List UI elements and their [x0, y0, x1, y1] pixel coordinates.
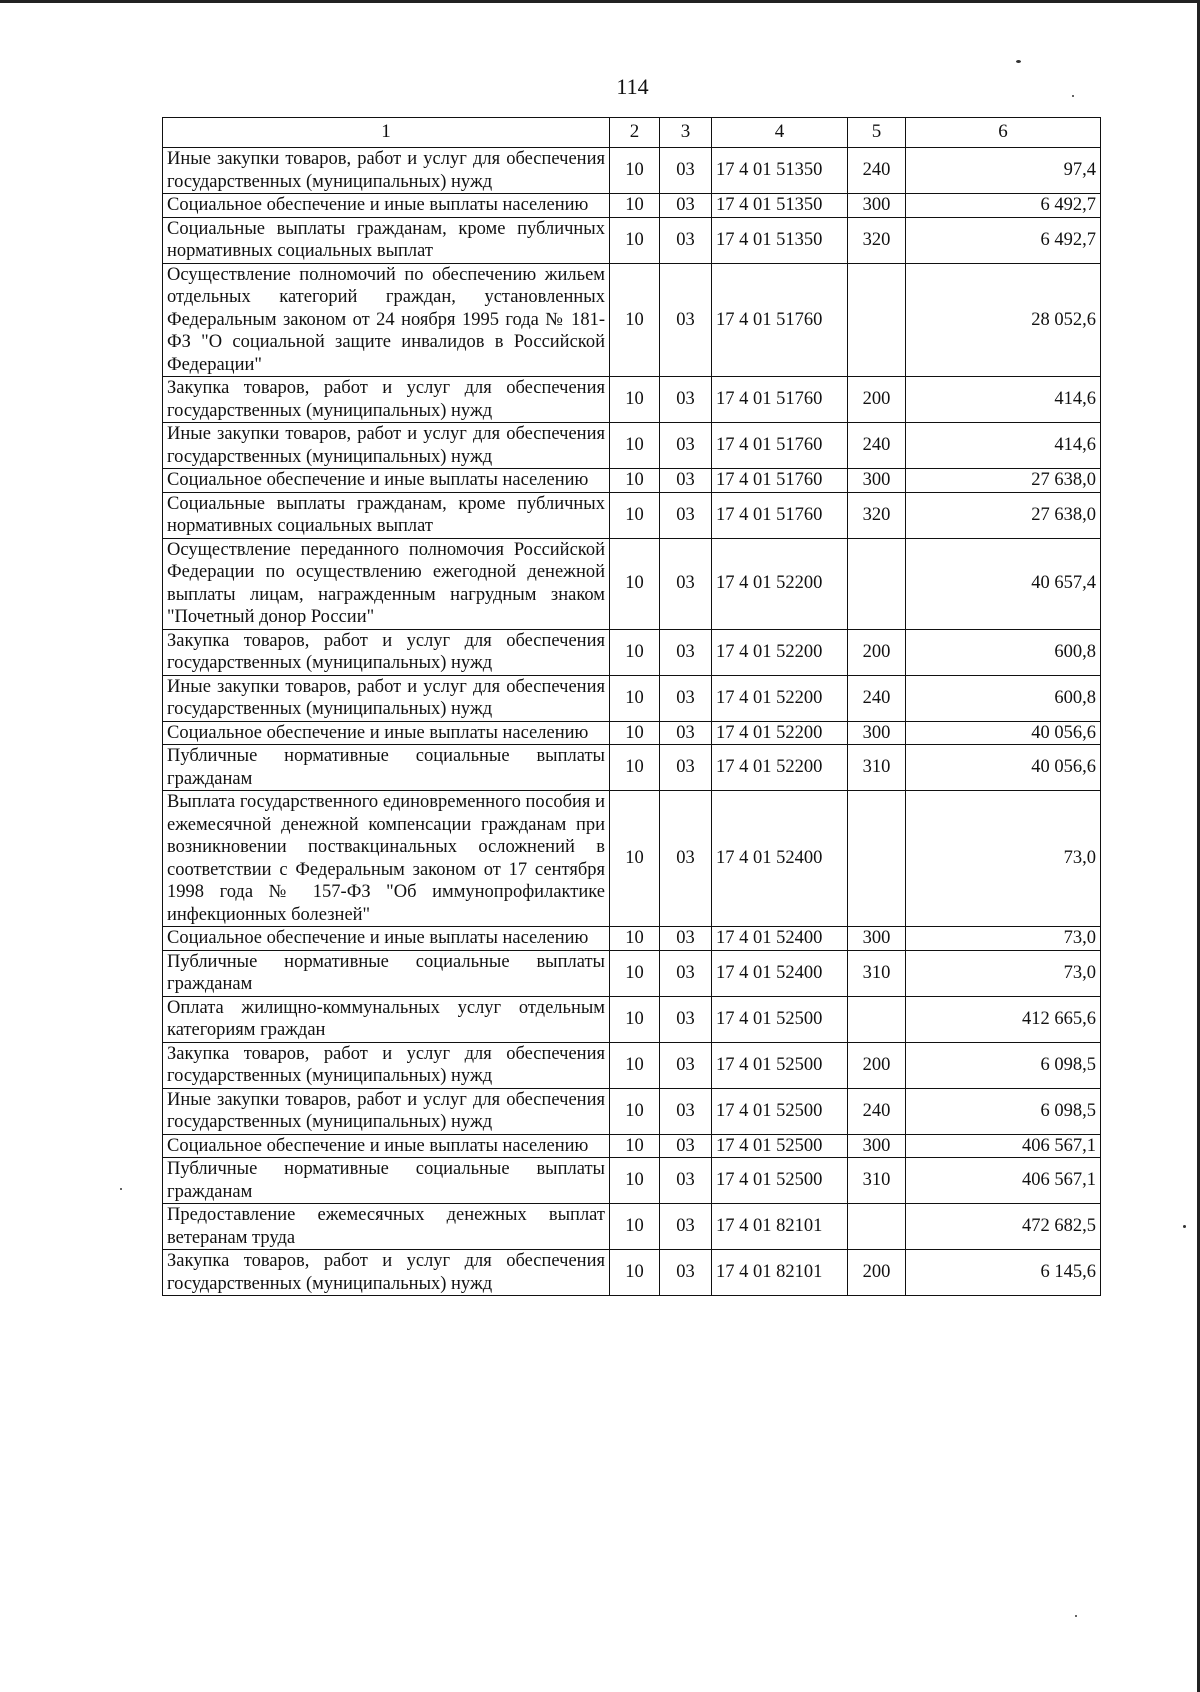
expense-type-code: 200: [848, 1042, 906, 1088]
target-article-code: 17 4 01 52400: [712, 950, 848, 996]
expense-type-code: 310: [848, 1158, 906, 1204]
scan-speck: [120, 1188, 122, 1190]
section-code: 10: [610, 1088, 660, 1134]
subsection-code: 03: [660, 1158, 712, 1204]
scan-speck: [1016, 60, 1021, 63]
section-code: 10: [610, 950, 660, 996]
target-article-code: 17 4 01 51760: [712, 469, 848, 493]
budget-table: [162, 117, 1101, 1296]
item-name: Осуществление переданного полномочия Российской Федерации по осуществлению ежегодной денежной выплаты лицам, награжденным нагрудным знаком "Почетный донор России": [163, 538, 610, 629]
target-article-code: 17 4 01 52200: [712, 538, 848, 629]
amount-value: 97,4: [906, 148, 1101, 194]
target-article-code: 17 4 01 52200: [712, 721, 848, 745]
subsection-code: 03: [660, 194, 712, 218]
amount-value: 6 098,5: [906, 1088, 1101, 1134]
table-row: [163, 745, 1101, 791]
expense-type-code: 200: [848, 1250, 906, 1296]
item-name: Оплата жилищно-коммунальных услуг отдельным категориям граждан: [163, 996, 610, 1042]
target-article-code: 17 4 01 52500: [712, 1134, 848, 1158]
item-name: Социальное обеспечение и иные выплаты населению: [163, 721, 610, 745]
target-article-code: 17 4 01 51350: [712, 217, 848, 263]
section-code: 10: [610, 1250, 660, 1296]
item-name: Публичные нормативные социальные выплаты гражданам: [163, 950, 610, 996]
section-code: 10: [610, 1158, 660, 1204]
section-code: 10: [610, 1134, 660, 1158]
table-row: [163, 1088, 1101, 1134]
amount-value: 73,0: [906, 927, 1101, 951]
target-article-code: 17 4 01 52200: [712, 629, 848, 675]
item-name: Социальное обеспечение и иные выплаты населению: [163, 1134, 610, 1158]
subsection-code: 03: [660, 950, 712, 996]
section-code: 10: [610, 1204, 660, 1250]
scan-border-top: [0, 0, 1200, 3]
item-name: Закупка товаров, работ и услуг для обеспечения государственных (муниципальных) нужд: [163, 1250, 610, 1296]
item-name: Иные закупки товаров, работ и услуг для обеспечения государственных (муниципальных) нужд: [163, 675, 610, 721]
header-cell: 3: [660, 118, 712, 148]
expense-type-code: 320: [848, 492, 906, 538]
expense-type-code: 300: [848, 469, 906, 493]
table-row: [163, 217, 1101, 263]
expense-type-code: 300: [848, 194, 906, 218]
section-code: 10: [610, 745, 660, 791]
table-row: [163, 927, 1101, 951]
section-code: 10: [610, 148, 660, 194]
table-row: [163, 721, 1101, 745]
subsection-code: 03: [660, 629, 712, 675]
header-cell: 4: [712, 118, 848, 148]
item-name: Осуществление полномочий по обеспечению жильем отдельных категорий граждан, установленных Федеральным законом от 24 ноября 1995 года № 181-ФЗ "О социальной защите инвалидов в Российской Федерации": [163, 263, 610, 377]
table-row: [163, 148, 1101, 194]
item-name: Закупка товаров, работ и услуг для обеспечения государственных (муниципальных) нужд: [163, 1042, 610, 1088]
expense-type-code: 310: [848, 950, 906, 996]
subsection-code: 03: [660, 1204, 712, 1250]
expense-type-code: 240: [848, 1088, 906, 1134]
amount-value: 40 657,4: [906, 538, 1101, 629]
amount-value: 600,8: [906, 629, 1101, 675]
item-name: Иные закупки товаров, работ и услуг для обеспечения государственных (муниципальных) нужд: [163, 1088, 610, 1134]
item-name: Публичные нормативные социальные выплаты гражданам: [163, 1158, 610, 1204]
amount-value: 6 492,7: [906, 217, 1101, 263]
section-code: 10: [610, 927, 660, 951]
target-article-code: 17 4 01 52200: [712, 745, 848, 791]
amount-value: 414,6: [906, 377, 1101, 423]
target-article-code: 17 4 01 82101: [712, 1250, 848, 1296]
amount-value: 28 052,6: [906, 263, 1101, 377]
expense-type-code: 240: [848, 423, 906, 469]
amount-value: 6 098,5: [906, 1042, 1101, 1088]
subsection-code: 03: [660, 791, 712, 927]
expense-type-code: 310: [848, 745, 906, 791]
subsection-code: 03: [660, 377, 712, 423]
target-article-code: 17 4 01 52500: [712, 1042, 848, 1088]
subsection-code: 03: [660, 1042, 712, 1088]
table-row: [163, 263, 1101, 377]
target-article-code: 17 4 01 51350: [712, 148, 848, 194]
subsection-code: 03: [660, 745, 712, 791]
table-row: [163, 1250, 1101, 1296]
table-row: [163, 1134, 1101, 1158]
item-name: Выплата государственного единовременного пособия и ежемесячной денежной компенсации гражданам при возникновении поствакцинальных осложнений в соответствии с Федеральным законом от 17 сентября 1998 года № 157-ФЗ "Об иммунопрофилактике инфекционных болезней": [163, 791, 610, 927]
section-code: 10: [610, 469, 660, 493]
subsection-code: 03: [660, 217, 712, 263]
scan-speck: [1183, 1225, 1186, 1228]
expense-type-code: 200: [848, 629, 906, 675]
amount-value: 73,0: [906, 950, 1101, 996]
section-code: 10: [610, 1042, 660, 1088]
expense-type-code: [848, 1204, 906, 1250]
subsection-code: 03: [660, 996, 712, 1042]
section-code: 10: [610, 538, 660, 629]
item-name: Закупка товаров, работ и услуг для обеспечения государственных (муниципальных) нужд: [163, 629, 610, 675]
expense-type-code: 200: [848, 377, 906, 423]
amount-value: 472 682,5: [906, 1204, 1101, 1250]
amount-value: 414,6: [906, 423, 1101, 469]
table-row: [163, 996, 1101, 1042]
item-name: Социальное обеспечение и иные выплаты населению: [163, 927, 610, 951]
item-name: Предоставление ежемесячных денежных выплат ветеранам труда: [163, 1204, 610, 1250]
section-code: 10: [610, 721, 660, 745]
item-name: Социальные выплаты гражданам, кроме публичных нормативных социальных выплат: [163, 492, 610, 538]
subsection-code: 03: [660, 675, 712, 721]
item-name: Иные закупки товаров, работ и услуг для обеспечения государственных (муниципальных) нужд: [163, 148, 610, 194]
expense-type-code: 300: [848, 721, 906, 745]
item-name: Социальное обеспечение и иные выплаты населению: [163, 469, 610, 493]
target-article-code: 17 4 01 52500: [712, 1088, 848, 1134]
amount-value: 27 638,0: [906, 492, 1101, 538]
table-row: [163, 791, 1101, 927]
item-name: Социальные выплаты гражданам, кроме публичных нормативных социальных выплат: [163, 217, 610, 263]
expense-type-code: [848, 996, 906, 1042]
subsection-code: 03: [660, 927, 712, 951]
section-code: 10: [610, 629, 660, 675]
amount-value: 27 638,0: [906, 469, 1101, 493]
amount-value: 412 665,6: [906, 996, 1101, 1042]
item-name: Иные закупки товаров, работ и услуг для обеспечения государственных (муниципальных) нужд: [163, 423, 610, 469]
section-code: 10: [610, 263, 660, 377]
amount-value: 6 492,7: [906, 194, 1101, 218]
expense-type-code: 300: [848, 1134, 906, 1158]
scan-speck: [1075, 1615, 1077, 1617]
table-row: [163, 538, 1101, 629]
subsection-code: 03: [660, 1088, 712, 1134]
page-number: 114: [616, 74, 649, 99]
header-cell: 1: [163, 118, 610, 148]
section-code: 10: [610, 996, 660, 1042]
section-code: 10: [610, 194, 660, 218]
target-article-code: 17 4 01 52400: [712, 791, 848, 927]
expense-type-code: 300: [848, 927, 906, 951]
target-article-code: 17 4 01 52500: [712, 1158, 848, 1204]
header-cell: 5: [848, 118, 906, 148]
header-row: [163, 118, 1101, 148]
amount-value: 73,0: [906, 791, 1101, 927]
subsection-code: 03: [660, 492, 712, 538]
table-row: [163, 1204, 1101, 1250]
table-row: [163, 1042, 1101, 1088]
subsection-code: 03: [660, 538, 712, 629]
expense-type-code: 320: [848, 217, 906, 263]
amount-value: 406 567,1: [906, 1134, 1101, 1158]
table-row: [163, 423, 1101, 469]
table-row: [163, 675, 1101, 721]
amount-value: 600,8: [906, 675, 1101, 721]
expense-type-code: 240: [848, 148, 906, 194]
item-name: Публичные нормативные социальные выплаты гражданам: [163, 745, 610, 791]
amount-value: 6 145,6: [906, 1250, 1101, 1296]
table-row: [163, 629, 1101, 675]
target-article-code: 17 4 01 51760: [712, 377, 848, 423]
target-article-code: 17 4 01 51760: [712, 492, 848, 538]
header-cell: 2: [610, 118, 660, 148]
expense-type-code: 240: [848, 675, 906, 721]
amount-value: 406 567,1: [906, 1158, 1101, 1204]
target-article-code: 17 4 01 52400: [712, 927, 848, 951]
header-cell: 6: [906, 118, 1101, 148]
expense-type-code: [848, 791, 906, 927]
section-code: 10: [610, 423, 660, 469]
subsection-code: 03: [660, 721, 712, 745]
section-code: 10: [610, 492, 660, 538]
subsection-code: 03: [660, 423, 712, 469]
subsection-code: 03: [660, 148, 712, 194]
subsection-code: 03: [660, 263, 712, 377]
table-row: [163, 194, 1101, 218]
amount-value: 40 056,6: [906, 745, 1101, 791]
target-article-code: 17 4 01 51760: [712, 263, 848, 377]
table-row: [163, 377, 1101, 423]
table-row: [163, 950, 1101, 996]
section-code: 10: [610, 377, 660, 423]
target-article-code: 17 4 01 51760: [712, 423, 848, 469]
table-row: [163, 469, 1101, 493]
subsection-code: 03: [660, 1134, 712, 1158]
target-article-code: 17 4 01 82101: [712, 1204, 848, 1250]
section-code: 10: [610, 217, 660, 263]
expense-type-code: [848, 263, 906, 377]
section-code: 10: [610, 791, 660, 927]
amount-value: 40 056,6: [906, 721, 1101, 745]
target-article-code: 17 4 01 52500: [712, 996, 848, 1042]
section-code: 10: [610, 675, 660, 721]
target-article-code: 17 4 01 52200: [712, 675, 848, 721]
item-name: Закупка товаров, работ и услуг для обеспечения государственных (муниципальных) нужд: [163, 377, 610, 423]
subsection-code: 03: [660, 469, 712, 493]
table-body: [163, 148, 1101, 1296]
subsection-code: 03: [660, 1250, 712, 1296]
table-row: [163, 1158, 1101, 1204]
expense-type-code: [848, 538, 906, 629]
item-name: Социальное обеспечение и иные выплаты населению: [163, 194, 610, 218]
table-row: [163, 492, 1101, 538]
target-article-code: 17 4 01 51350: [712, 194, 848, 218]
